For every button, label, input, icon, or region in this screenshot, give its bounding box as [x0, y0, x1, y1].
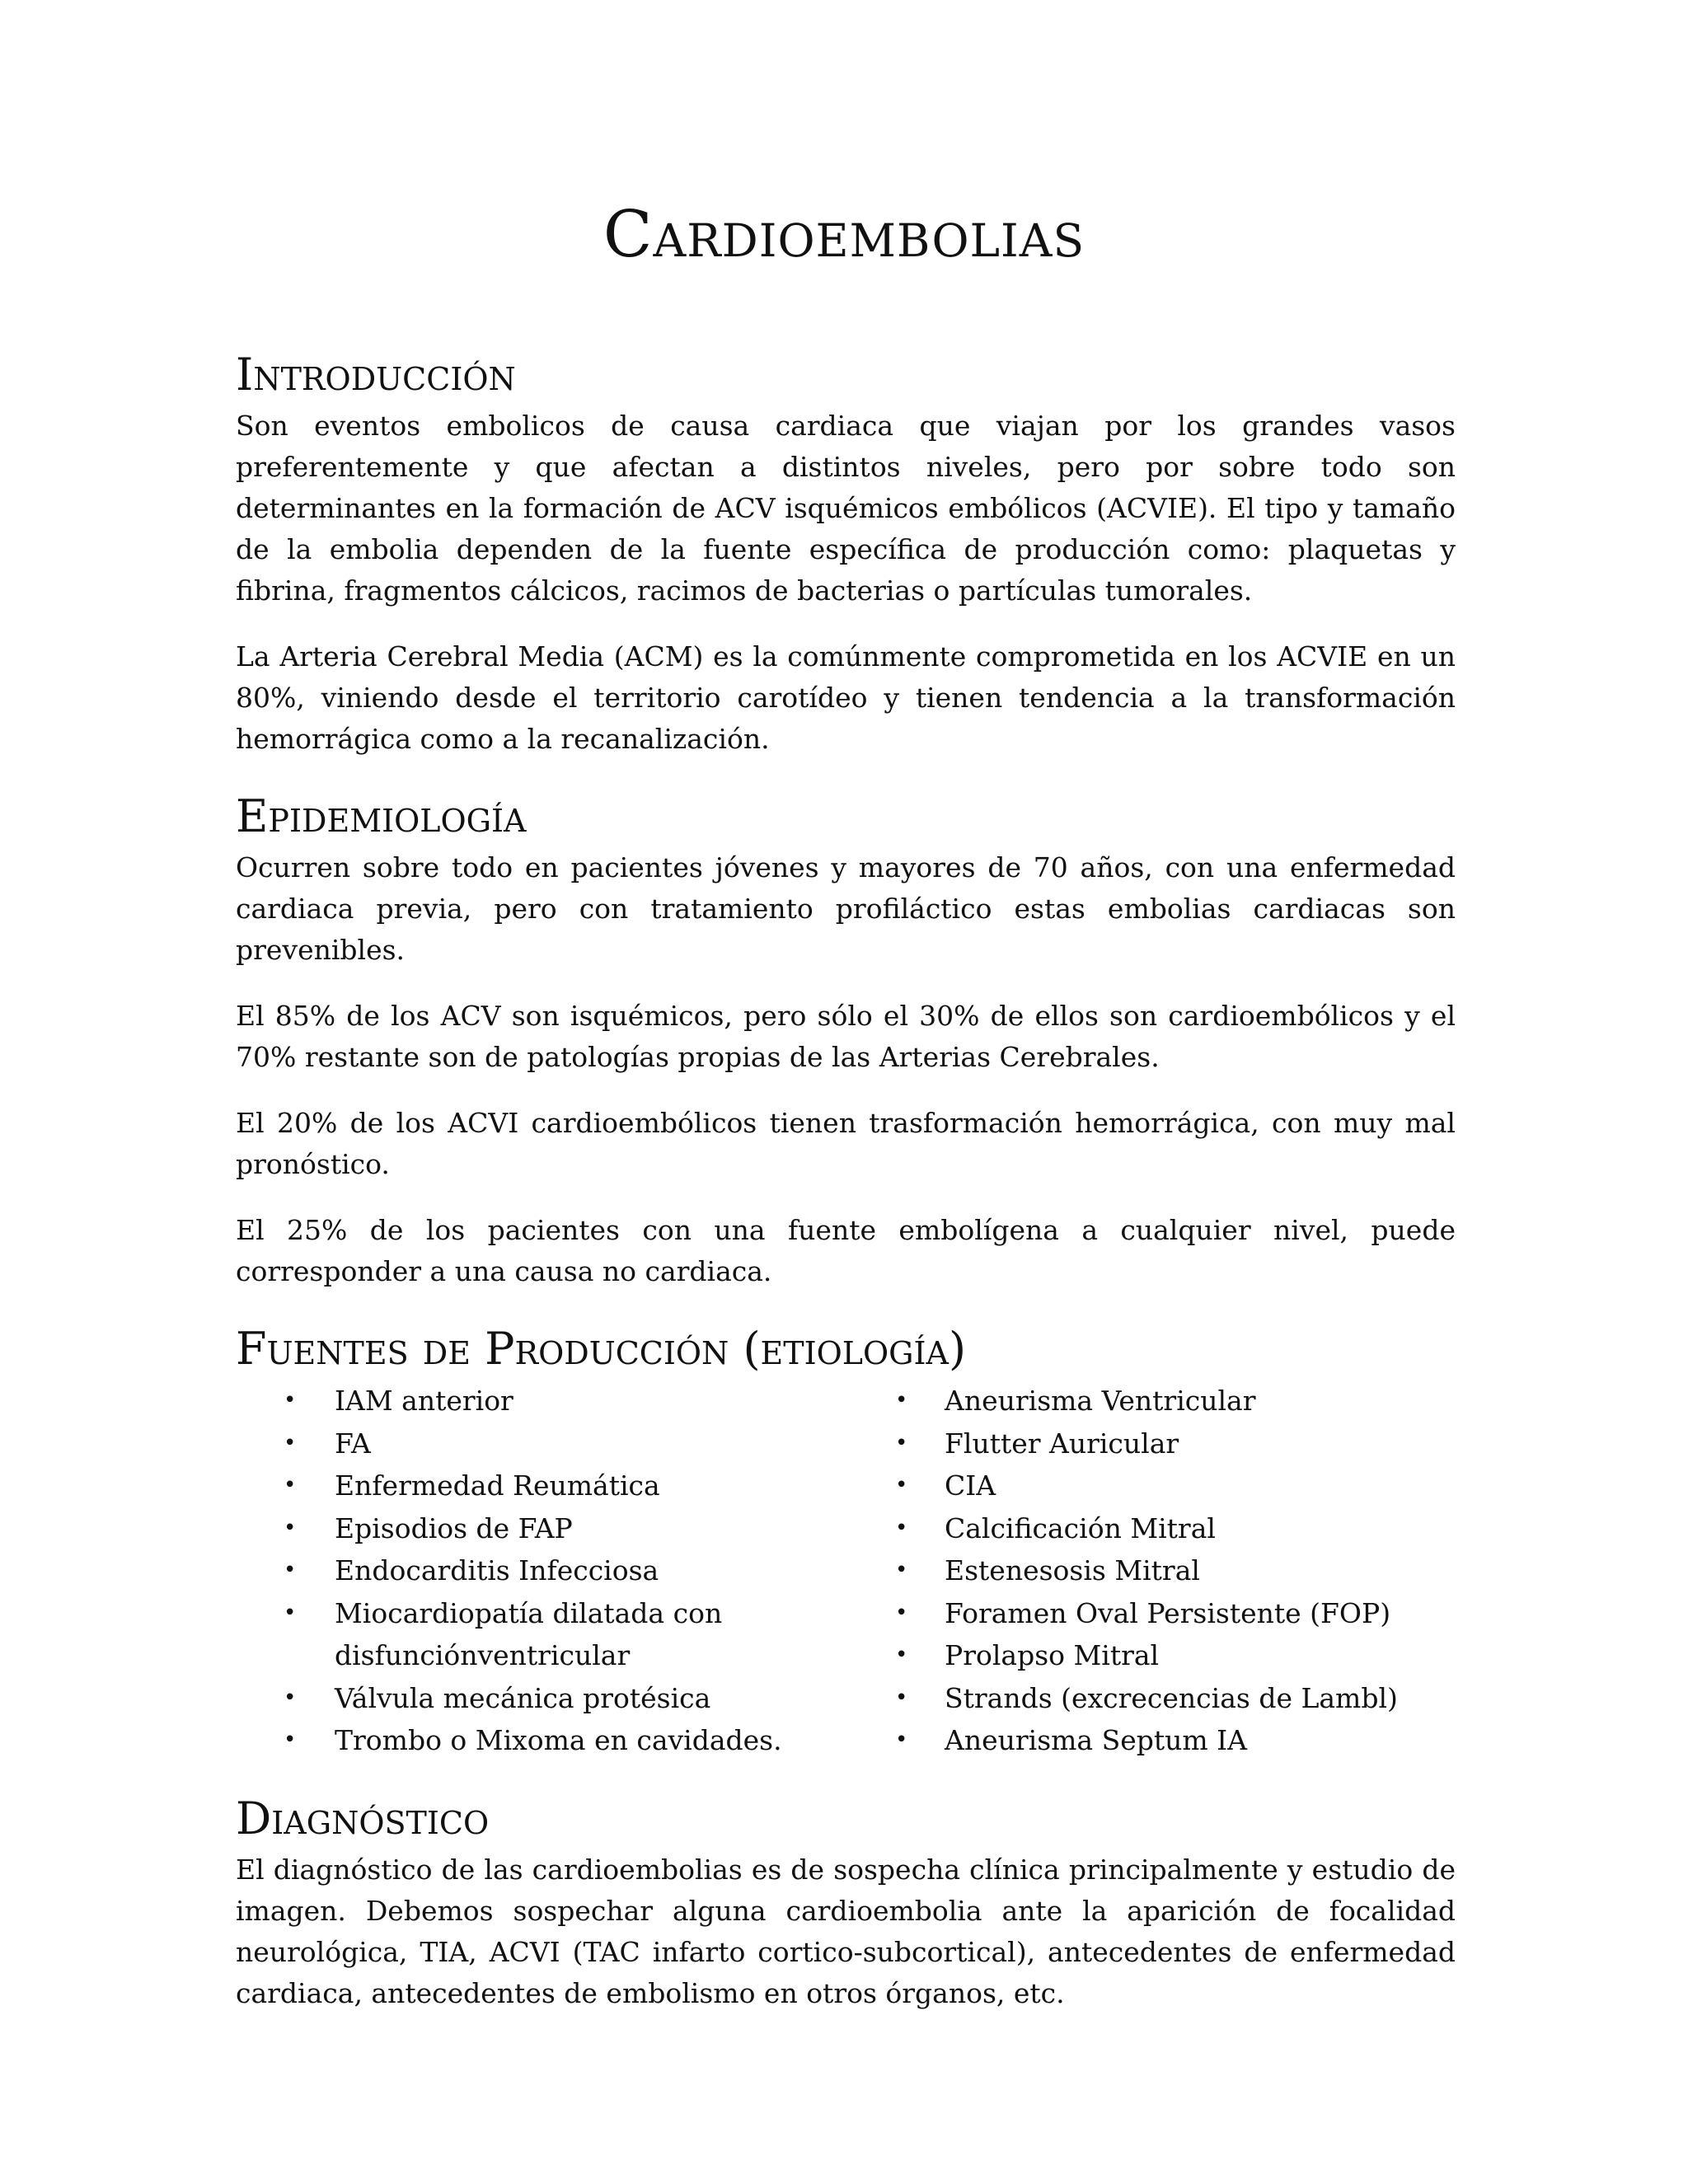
- list-item: • Aneurisma Septum IA: [895, 1719, 1456, 1762]
- bullet-icon: •: [895, 1430, 908, 1455]
- heading-epidemiologia: Epidemiología: [236, 790, 527, 842]
- list-item: • Flutter Auricular: [895, 1422, 1456, 1465]
- intro-paragraph-1: Son eventos embolicos de causa cardiaca que viajan por los grandes vasos preferentemente y que afectan a distintos niveles, pero por sobre todo son determinantes en la formación de ACV isquémicos embólicos (ACVIE). El tipo y tamaño de la embolia dependen de la fuente específica de producción como: plaquetas y fibrina, fragmentos cálcicos, racimos de bacterias o partículas tumorales.: [236, 410, 1456, 607]
- bullet-icon: •: [284, 1515, 297, 1540]
- epidemiology-paragraph-1: Ocurren sobre todo en pacientes jóvenes y mayores de 70 años, con una enfermedad cardiaca previa, pero con tratamiento profiláctico estas embolias cardiacas son prevenibles.: [236, 851, 1456, 966]
- section-fuentes: [236, 1320, 1456, 1762]
- intro-paragraph-2: La Arteria Cerebral Media (ACM) es la comúnmente comprometida en los ACVIE en un 80%, viniendo desde el territorio carotídeo y tienen tendencia a la transformación hemorrágica como a la recanalización.: [236, 640, 1456, 755]
- bullet-icon: •: [895, 1388, 908, 1413]
- bullet-icon: •: [895, 1558, 908, 1582]
- list-item: • Válvula mecánica protésica: [236, 1677, 895, 1720]
- heading-fuentes-de-produccion: Fuentes de Producción (etiología): [236, 1323, 967, 1375]
- epidemiology-paragraph-2: El 85% de los ACV son isquémicos, pero sólo el 30% de ellos son cardioembólicos y el 70% restante son de patologías propias de las Arterias Cerebrales.: [236, 1000, 1456, 1073]
- list-item: • Endocarditis Infecciosa: [236, 1549, 895, 1592]
- bullet-icon: •: [284, 1558, 297, 1582]
- diagnosis-paragraph-1: El diagnóstico de las cardioembolias es de sospecha clínica principalmente y estudio de imagen. Debemos sospechar alguna cardioembolia ante la aparición de focalidad neurológica, TIA, ACVI (TAC infarto cortico-subcortical), antecedentes de enfermedad cardiaca, antecedentes de embolismo en otros órganos, etc.: [236, 1853, 1456, 2009]
- list-item: • Prolapso Mitral: [895, 1634, 1456, 1677]
- bullet-icon: •: [895, 1685, 908, 1710]
- bullet-icon: •: [895, 1643, 908, 1667]
- section-epidemiologia: [236, 788, 1456, 1292]
- list-item: • Calcificación Mitral: [895, 1507, 1456, 1550]
- list-item: • Enfermedad Reumática: [236, 1465, 895, 1507]
- document-body: [236, 346, 1456, 2042]
- list-item: • Foramen Oval Persistente (FOP): [895, 1592, 1456, 1635]
- epidemiology-paragraph-4: El 25% de los pacientes con una fuente embolígena a cualquier nivel, puede corresponder a una causa no cardiaca.: [236, 1214, 1456, 1287]
- section-diagnostico: [236, 1790, 1456, 2014]
- list-item: • Episodios de FAP: [236, 1507, 895, 1550]
- section-introduccion: [236, 346, 1456, 760]
- list-item: • Aneurisma Ventricular: [895, 1380, 1456, 1422]
- list-item: • Estenesosis Mitral: [895, 1549, 1456, 1592]
- bullet-icon: •: [895, 1515, 908, 1540]
- list-item: • Miocardiopatía dilatada con disfunciónventricular: [236, 1592, 895, 1677]
- sources-list-left: [236, 1380, 895, 1762]
- list-item: • FA: [236, 1422, 895, 1465]
- list-item: • IAM anterior: [236, 1380, 895, 1422]
- bullet-icon: •: [284, 1685, 297, 1710]
- bullet-icon: •: [895, 1600, 908, 1625]
- heading-introduccion: Introducción: [236, 349, 516, 401]
- sources-list-right: [895, 1380, 1456, 1762]
- bullet-icon: •: [284, 1388, 297, 1413]
- list-item: • CIA: [895, 1465, 1456, 1507]
- list-item: • Trombo o Mixoma en cavidades.: [236, 1719, 895, 1762]
- bullet-icon: •: [284, 1473, 297, 1497]
- list-item: • Strands (excrecencias de Lambl): [895, 1677, 1456, 1720]
- document-title: Cardioembolias: [603, 198, 1085, 272]
- bullet-icon: •: [895, 1473, 908, 1497]
- bullet-icon: •: [284, 1727, 297, 1752]
- epidemiology-paragraph-3: El 20% de los ACVI cardioembólicos tienen trasformación hemorrágica, con muy mal pronóstico.: [236, 1107, 1456, 1180]
- heading-diagnostico: Diagnóstico: [236, 1792, 490, 1844]
- bullet-icon: •: [284, 1600, 297, 1625]
- bullet-icon: •: [895, 1727, 908, 1752]
- bullet-icon: •: [284, 1430, 297, 1455]
- sources-columns: [236, 1380, 1456, 1762]
